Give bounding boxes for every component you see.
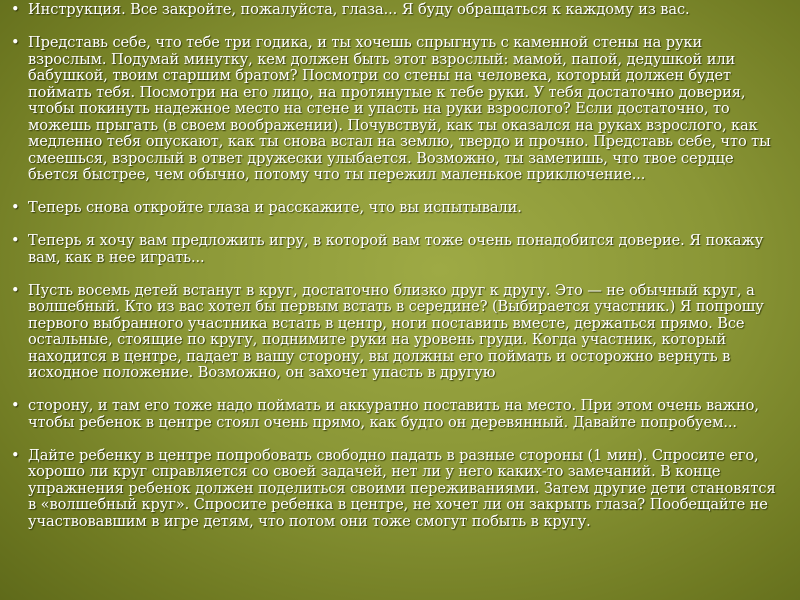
instruction-list — [10, 2, 780, 530]
paragraph-imagine-wall: • Представь себе, что тебе три годика, и ты хочешь спрыгнуть с каменной стены на руки взрослым. Подумай минутку, кем должен быть этот взрослый: мамой, папой, дедушкой или бабушкой, твоим старшим братом? Посмотри со стены на человека, который должен будет поймать тебя. Посмотри на его лицо, на протянутые к тебе руки. У тебя достаточно доверия, чтобы покинуть надежное место на стене и упасть на руки взрослого? Если достаточно, то можешь прыгать (в своем воображении). Почувствуй, как ты оказался на руках взрослого, как медленно тебя опускают, как ты снова встал на землю, твердо и прочно. Представь себе, что ты смеешься, взрослый в ответ дружески улыбается. Возможно, ты заметишь, что твое сердце бьется быстрее, чем обычно, потому что ты пережил маленькое приключение... — [10, 35, 780, 184]
paragraph-open-eyes: • Теперь снова откройте глаза и расскажите, что вы испытывали. — [10, 200, 780, 217]
paragraph-instruction: • Инструкция. Все закройте, пожалуйста, глаза... Я буду обращаться к каждому из вас. — [10, 2, 780, 19]
paragraph-catch-side: • сторону, и там его тоже надо поймать и аккуратно поставить на место. При этом очень важно, чтобы ребенок в центре стоял очень прямо, как будто он деревянный. Давайте попробуем... — [10, 398, 780, 431]
paragraph-magic-circle: • Пусть восемь детей встанут в круг, достаточно близко друг к другу. Это — не обычный круг, а волшебный. Кто из вас хотел бы первым встать в середине? (Выбирается участник.) Я попрошу первого выбранного участника встать в центр, ноги поставить вместе, держаться прямо. Все остальные, стоящие по кругу, поднимите руки на уровень груди. Когда участник, который находится в центре, падает в вашу сторону, вы должны его поймать и осторожно вернуть в исходное положение. Возможно, он захочет упасть в другую — [10, 283, 780, 382]
paragraph-game-intro: • Теперь я хочу вам предложить игру, в которой вам тоже очень понадобится доверие. Я покажу вам, как в нее играть... — [10, 233, 780, 266]
paragraph-free-fall: • Дайте ребенку в центре попробовать свободно падать в разные стороны (1 мин). Спросите его, хорошо ли круг справляется со своей задачей, нет ли у него каких-то замечаний. В конце упражнения ребенок должен поделиться своими переживаниями. Затем другие дети становятся в «волшебный круг». Спросите ребенка в центре, не хочет ли он закрыть глаза? Пообещайте не участвовавшим в игре детям, что потом они тоже смогут побыть в кругу. — [10, 448, 780, 531]
